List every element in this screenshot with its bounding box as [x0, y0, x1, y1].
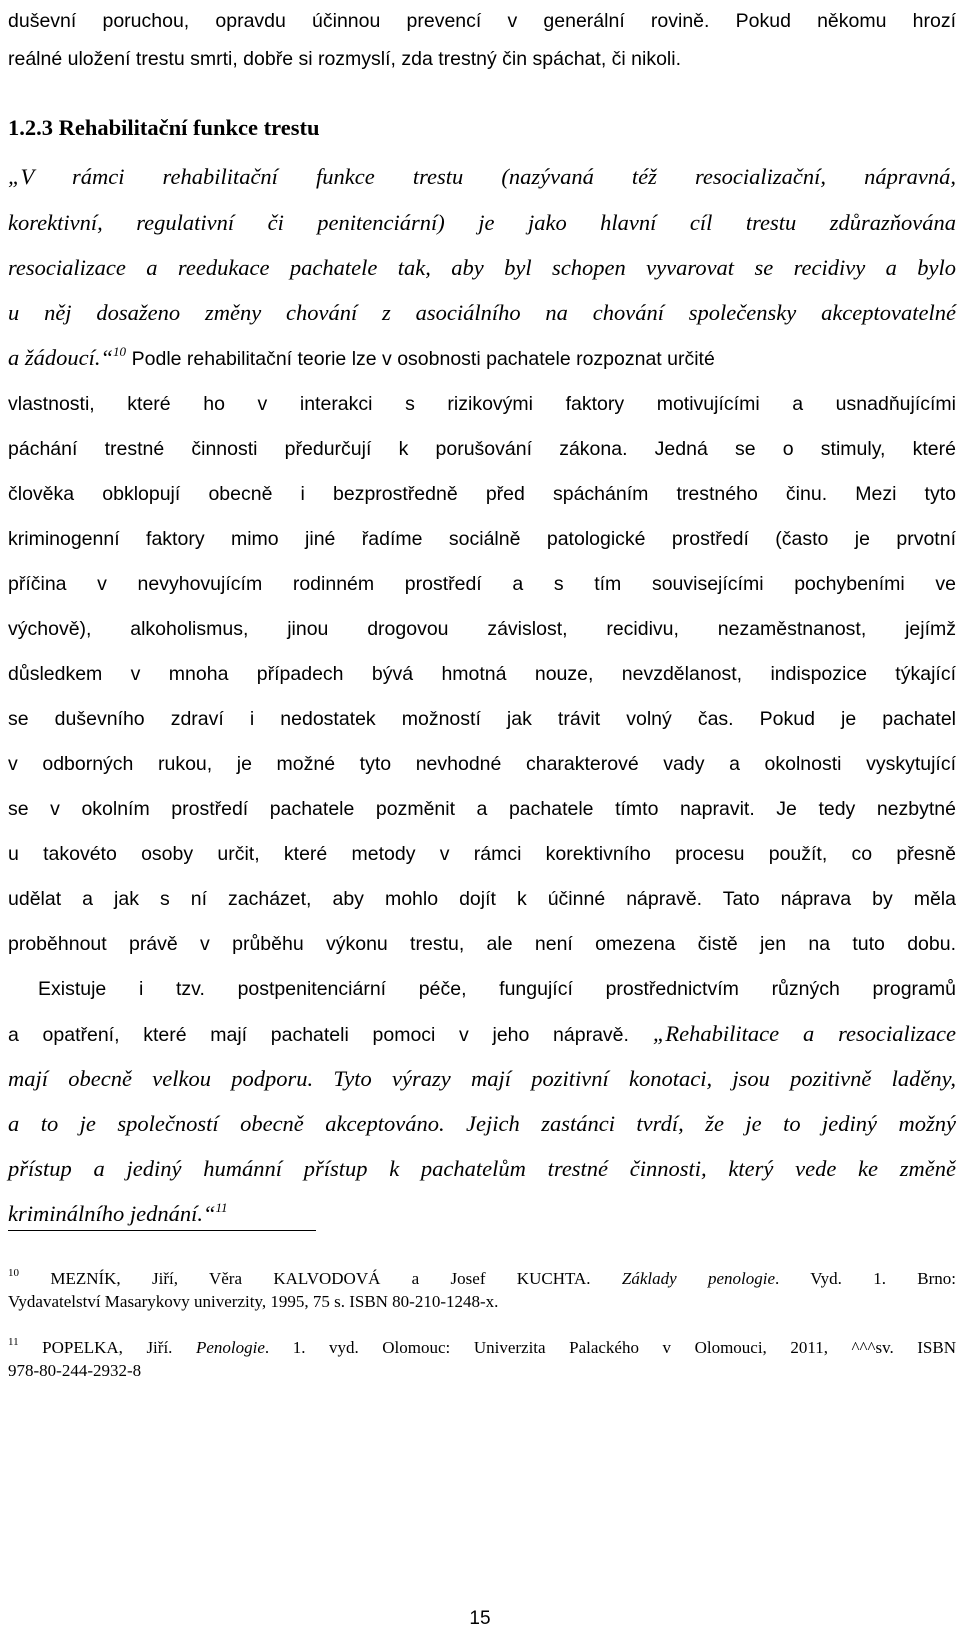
- quote-line: a to je společností obecně akceptováno. Jejich zastánci tvrdí, že je to jediný možný: [8, 1111, 956, 1136]
- footnote-title: Penologie: [195, 1338, 265, 1357]
- body-text: a opatření, které mají pachateli pomoci v jeho nápravě.: [8, 1024, 629, 1046]
- section-heading: 1.2.3 Rehabilitační funkce trestu: [8, 115, 320, 140]
- footnote-title: Základy penologie: [621, 1269, 775, 1288]
- body-line: vlastnosti, které ho v interakci s rizikovými faktory motivujícími a usnadňujícími: [8, 393, 956, 415]
- body-line: v odborných rukou, je možné tyto nevhodné charakterové vady a okolnosti vyskytující: [8, 753, 956, 775]
- body-line: důsledkem v mnoha případech bývá hmotná nouze, nevzdělanost, indispozice týkající: [8, 663, 956, 685]
- quote-end: kriminálního jednání.“: [8, 1201, 216, 1226]
- body-line: člověka obklopují obecně i bezprostředně před spácháním trestného činu. Mezi tyto: [8, 483, 956, 505]
- footnote-separator: [8, 1230, 316, 1231]
- quote-line: mají obecně velkou podporu. Tyto výrazy mají pozitivní konotaci, jsou pozitivně laděny,: [8, 1066, 956, 1091]
- quote-line: „V rámci rehabilitační funkce trestu (nazývaná též resocializační, nápravná,: [8, 164, 956, 189]
- footnote-ref-11[interactable]: 11: [215, 1200, 228, 1215]
- body-line: příčina v nevyhovujícím rodinném prostředí a s tím souvisejícími pochybeními ve: [8, 573, 956, 595]
- footnote-number: 10: [8, 1267, 19, 1279]
- footnote-ref-10[interactable]: 10: [113, 344, 127, 359]
- quote-line: [8, 1199, 956, 1229]
- body-line: udělat a jak s ní zacházet, aby mohlo dojít k účinné nápravě. Tato náprava by měla: [8, 888, 956, 910]
- body-line: Existuje i tzv. postpenitenciární péče, fungující prostřednictvím různých programů: [38, 978, 956, 1000]
- quote-start: „Rehabilitace a resocializace: [652, 1021, 957, 1046]
- quote-line: korektivní, regulativní či penitenciární) je jako hlavní cíl trestu zdůrazňována: [8, 210, 956, 235]
- body-line: páchání trestné činnosti předurčují k porušování zákona. Jedná se o stimuly, které: [8, 438, 956, 460]
- page-number: 15: [469, 1608, 491, 1629]
- footnote-text: POPELKA, Jiří.: [42, 1338, 173, 1357]
- quote-line: u něj dosaženo změny chování z asociálního na chování společensky akceptovatelné: [8, 300, 956, 325]
- footnote-10: [8, 1268, 956, 1290]
- body-line: reálné uložení trestu smrti, dobře si rozmyslí, zda trestný čin spáchat, či nikoli.: [8, 48, 682, 70]
- body-line: se duševního zdraví i nedostatek možností jak trávit volný čas. Pokud je pachatel: [8, 708, 956, 730]
- body-line: se v okolním prostředí pachatele pozměnit a pachatele tímto napravit. Je tedy nezbytné: [8, 798, 956, 820]
- footnote-11: [8, 1337, 956, 1359]
- footnote-11-line2: 978-80-244-2932-8: [8, 1361, 142, 1380]
- body-line: u takovéto osoby určit, které metody v rámci korektivního procesu použít, co přesně: [8, 843, 956, 865]
- footnote-10-line2: Vydavatelství Masarykovy univerzity, 1995, 75 s. ISBN 80-210-1248-x.: [8, 1292, 499, 1311]
- body-line: proběhnout právě v průběhu výkonu trestu, ale není omezena čistě jen na tuto dobu.: [8, 933, 956, 955]
- quote-end: a žádoucí.“: [8, 345, 114, 370]
- body-text: Podle rehabilitační teorie lze v osobnosti pachatele rozpoznat určité: [131, 348, 715, 370]
- footnote-text: . 1. vyd. Olomouc: Univerzita Palackého v Olomouci, 2011, ^^^sv. ISBN: [264, 1338, 956, 1357]
- body-line: duševní poruchou, opravdu účinnou prevencí v generální rovině. Pokud někomu hrozí: [8, 10, 956, 32]
- quote-line: přístup a jediný humánní přístup k pachatelům trestné činnosti, který vede ke změně: [8, 1156, 956, 1181]
- body-line: [8, 1019, 956, 1050]
- footnote-text: MEZNÍK, Jiří, Věra KALVODOVÁ a Josef KUCHTA.: [50, 1269, 591, 1288]
- body-line: [8, 343, 956, 374]
- footnote-number: 11: [8, 1336, 19, 1348]
- footnote-text: . Vyd. 1. Brno:: [774, 1269, 957, 1288]
- body-line: výchově), alkoholismus, jinou drogovou závislost, recidivu, nezaměstnanost, jejímž: [8, 618, 956, 640]
- body-line: kriminogenní faktory mimo jiné řadíme sociálně patologické prostředí (často je prvotní: [8, 528, 956, 550]
- quote-line: resocializace a reedukace pachatele tak, aby byl schopen vyvarovat se recidivy a bylo: [8, 255, 956, 280]
